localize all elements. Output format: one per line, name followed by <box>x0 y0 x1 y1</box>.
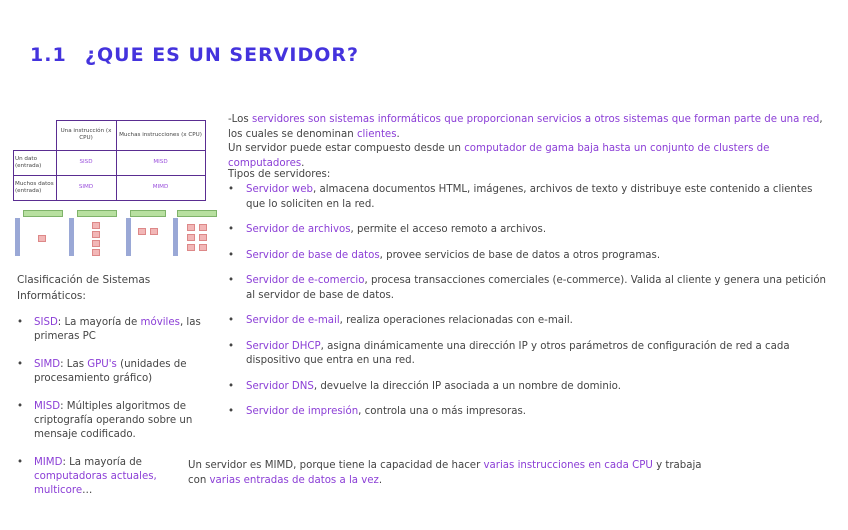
cell-misd: MISD <box>116 150 205 175</box>
processing-unit <box>150 228 158 235</box>
page-title <box>30 44 359 66</box>
server-definition: -Los servidores son sistemas informáticos que proporcionan servicios a otros sistemas que forman parte de una red, los cuales se denominan clientes. Un servidor puede estar compuesto desde un computador de gama baja hasta un conjunto de clusters de computadores. <box>228 114 823 169</box>
col-header-multiple-instructions: Muchas instrucciones (x CPU) <box>116 121 205 151</box>
data-pool-column <box>69 218 74 256</box>
list-item-file-server: • Servidor de archivos, permite el acceso remoto a archivos. <box>228 223 828 238</box>
list-item-mimd: • MIMD: La mayoría de computadoras actuales, multicore… <box>17 456 207 498</box>
list-item-email-server: • Servidor de e-mail, realiza operaciones relacionadas con e-mail. <box>228 314 828 329</box>
list-item-misd: • MISD: Múltiples algoritmos de criptografía operando sobre un mensaje codificado. <box>17 400 207 442</box>
sisd-diagram <box>13 210 61 258</box>
flynn-table <box>13 120 206 201</box>
data-pool-column <box>126 218 131 256</box>
list-item-database-server: • Servidor de base de datos, provee servicios de base de datos a otros programas. <box>228 249 828 264</box>
processing-unit <box>199 234 207 241</box>
term-simd: SIMD <box>34 359 61 370</box>
processing-unit <box>199 224 207 231</box>
instruction-pool-bar <box>23 210 63 217</box>
term-sisd: SISD <box>34 317 58 328</box>
simd-diagram <box>67 210 117 258</box>
data-pool-column <box>15 218 20 256</box>
table-corner <box>14 121 57 151</box>
cell-mimd: MIMD <box>116 175 205 200</box>
misd-diagram <box>124 210 164 258</box>
list-item-ecommerce-server: • Servidor de e-comercio, procesa transacciones comerciales (e-commerce). Valida al cliente y genera una petición al servidor de base de datos. <box>228 274 828 303</box>
list-item-simd: • SIMD: Las GPU's (unidades de procesamiento gráfico) <box>17 358 207 386</box>
processing-unit <box>187 244 195 251</box>
list-item-dhcp-server: • Servidor DHCP, asigna dinámicamente una dirección IP y otros parámetros de configuración de red a cada dispositivo que entra en una red. <box>228 340 828 369</box>
col-header-single-instruction: Una instrucción (x CPU) <box>56 121 116 151</box>
term-mimd: MIMD <box>34 457 63 468</box>
data-pool-column <box>173 218 178 256</box>
list-item-print-server: • Servidor de impresión, controla una o más impresoras. <box>228 405 828 420</box>
cell-sisd: SISD <box>56 150 116 175</box>
mimd-note: Un servidor es MIMD, porque tiene la capacidad de hacer varias instrucciones en cada CPU y trabaja con varias entradas de datos a la vez. <box>188 460 702 486</box>
row-header-single-data: Un dato (entrada) <box>14 150 57 175</box>
instruction-pool-bar <box>177 210 217 217</box>
processing-unit <box>92 240 100 247</box>
classification-heading: Clasificación de Sistemas Informáticos: <box>17 274 151 302</box>
processing-unit <box>187 234 195 241</box>
processing-unit <box>138 228 146 235</box>
classification-list <box>17 316 207 512</box>
processing-unit <box>92 249 100 256</box>
mimd-diagram <box>171 210 215 258</box>
list-item-dns-server: • Servidor DNS, devuelve la dirección IP asociada a un nombre de dominio. <box>228 380 828 395</box>
cell-simd: SIMD <box>56 175 116 200</box>
processing-unit <box>187 224 195 231</box>
instruction-pool-bar <box>77 210 117 217</box>
processing-unit <box>199 244 207 251</box>
instruction-pool-bar <box>130 210 166 217</box>
section-title-text: ¿QUE ES UN SERVIDOR? <box>85 44 360 66</box>
term-misd: MISD <box>34 401 61 412</box>
processing-unit <box>38 235 46 242</box>
list-item-web-server: • Servidor web, almacena documentos HTML, imágenes, archivos de texto y distribuye este contenido a clientes que lo soliciten en la red. <box>228 183 828 212</box>
section-number: 1.1 <box>30 44 67 66</box>
server-types-heading: Tipos de servidores: <box>228 169 331 180</box>
row-header-multiple-data: Muchos datos (entrada) <box>14 175 57 200</box>
server-types-list <box>228 183 828 420</box>
processing-unit <box>92 222 100 229</box>
list-item-sisd: • SISD: La mayoría de móviles, las primeras PC <box>17 316 207 344</box>
processing-unit <box>92 231 100 238</box>
